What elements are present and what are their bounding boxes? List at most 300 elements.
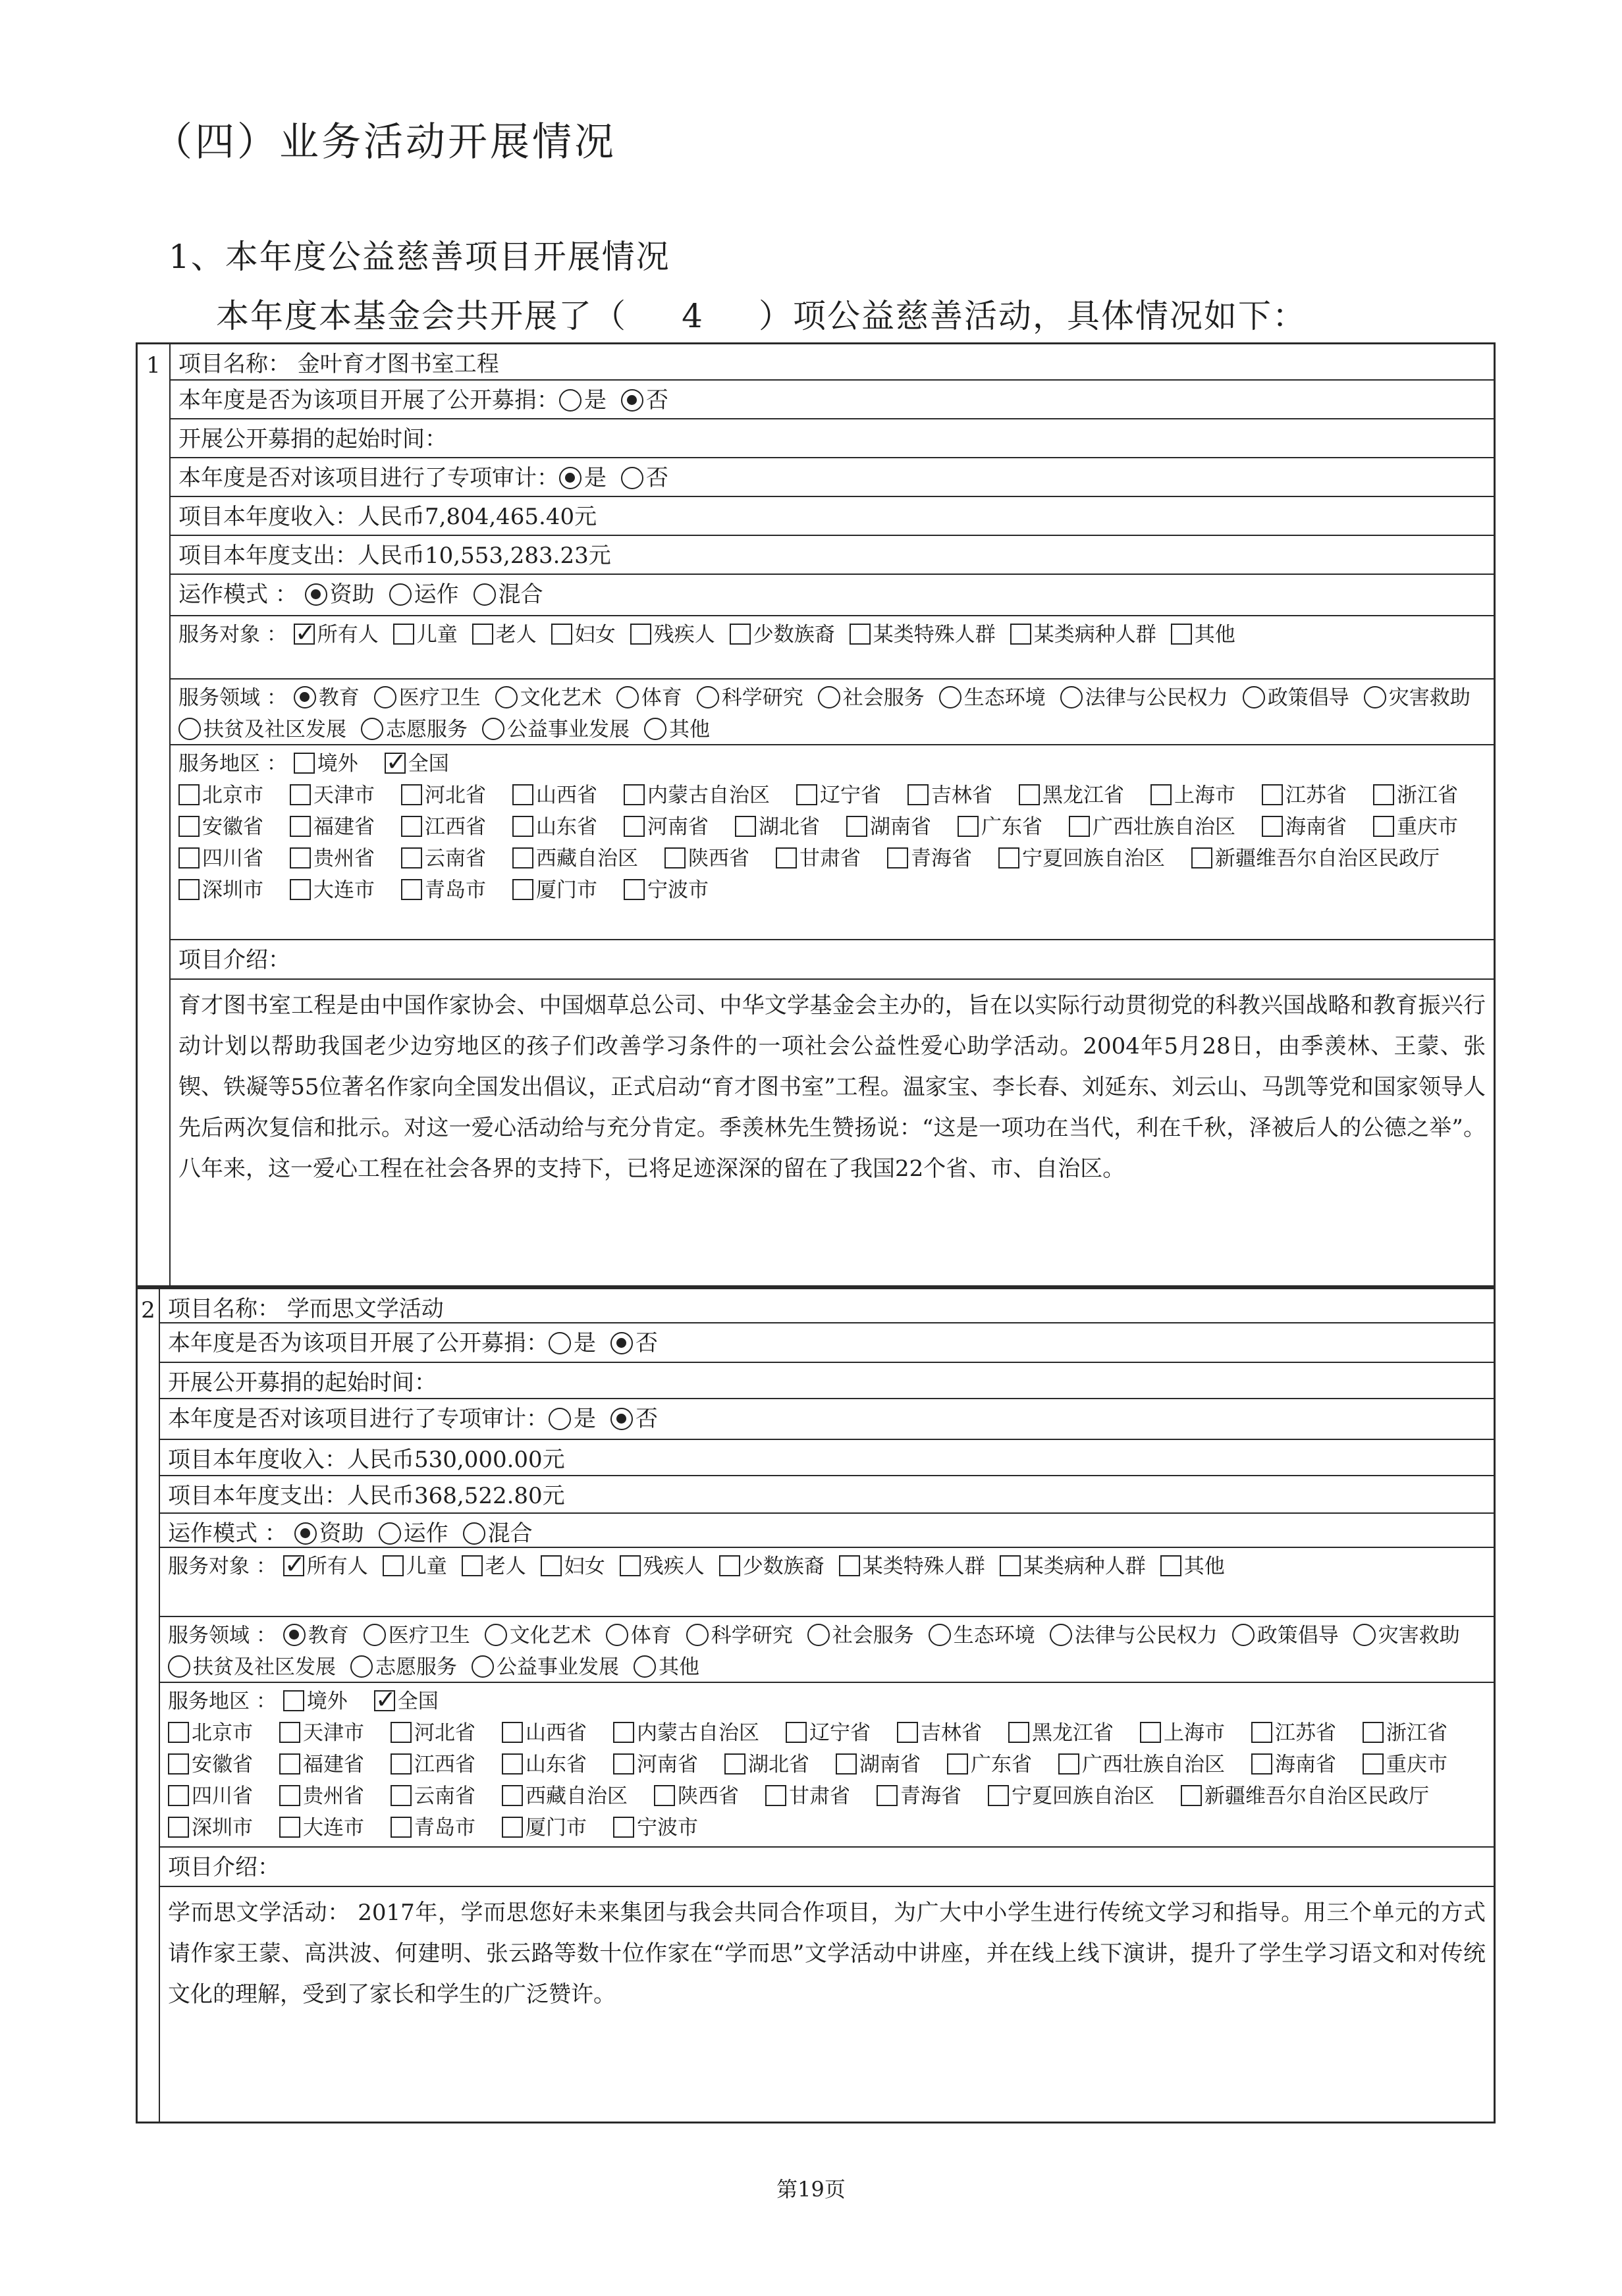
region-option[interactable] [897, 1717, 982, 1749]
radio-button[interactable] [168, 1655, 190, 1678]
mode-option[interactable] [305, 577, 375, 612]
checkbox[interactable] [279, 1753, 300, 1775]
field-option[interactable] [361, 714, 468, 745]
checkbox[interactable] [391, 1785, 412, 1806]
radio-button[interactable] [495, 686, 518, 708]
region-option[interactable] [502, 1780, 628, 1812]
option-label: 湖南省 [870, 815, 931, 839]
target-option[interactable] [850, 619, 996, 651]
option-label: 浙江省 [1397, 784, 1458, 807]
checkbox[interactable] [620, 1555, 641, 1576]
field-option[interactable] [697, 682, 803, 714]
radio-button[interactable] [178, 718, 201, 740]
checkbox[interactable] [907, 784, 929, 805]
radio-button[interactable] [616, 686, 639, 708]
region-option[interactable] [401, 811, 486, 843]
radio-button[interactable] [472, 1655, 494, 1678]
region-option[interactable] [391, 1749, 475, 1780]
region-option[interactable] [1019, 780, 1124, 811]
checkbox[interactable] [724, 1753, 745, 1775]
radio-button[interactable] [305, 583, 327, 606]
checkbox[interactable] [551, 624, 572, 645]
region-option[interactable] [613, 1749, 698, 1780]
target-option[interactable] [839, 1551, 985, 1582]
checkbox[interactable] [383, 1555, 404, 1576]
region-option[interactable] [624, 780, 770, 811]
region-option[interactable] [958, 811, 1042, 843]
checkbox[interactable] [1150, 784, 1172, 805]
field-option[interactable] [283, 1620, 349, 1651]
checkbox[interactable] [850, 624, 871, 645]
region-option[interactable] [279, 1717, 364, 1749]
target-option[interactable] [719, 1551, 825, 1582]
checkbox[interactable] [290, 847, 311, 868]
option-label: 四川省 [202, 847, 263, 870]
checkbox[interactable] [958, 816, 979, 837]
radio-button[interactable] [644, 718, 666, 740]
checkbox[interactable] [765, 1785, 786, 1806]
checkbox[interactable] [178, 879, 200, 900]
region-option[interactable] [796, 780, 881, 811]
fundraise-no-option[interactable] [610, 1326, 658, 1360]
field-option[interactable] [818, 682, 925, 714]
region-option[interactable] [168, 1717, 253, 1749]
region-option[interactable] [887, 843, 972, 874]
region-option[interactable] [735, 811, 820, 843]
checkbox[interactable] [796, 784, 817, 805]
field-option[interactable] [374, 682, 481, 714]
checkbox[interactable] [391, 1817, 412, 1838]
checkbox[interactable] [290, 784, 311, 805]
checkbox[interactable] [401, 784, 422, 805]
mode-option[interactable] [389, 577, 459, 612]
region-option[interactable] [391, 1780, 475, 1812]
audit-no-option[interactable] [621, 461, 668, 495]
region-option[interactable] [168, 1780, 253, 1812]
option-label: 海南省 [1275, 1753, 1336, 1776]
field-option[interactable] [929, 1620, 1035, 1651]
checkbox[interactable] [294, 753, 315, 774]
checkbox[interactable] [1058, 1753, 1079, 1775]
radio-button[interactable] [350, 1655, 373, 1678]
region-option[interactable] [290, 843, 375, 874]
radio-button[interactable] [606, 1624, 628, 1646]
checkbox[interactable] [283, 1555, 304, 1576]
option-label: 儿童 [416, 623, 458, 647]
area-row [160, 1683, 1494, 1848]
radio-button[interactable] [559, 467, 581, 489]
option-label: 云南省 [414, 1784, 475, 1808]
region-option[interactable] [846, 811, 931, 843]
checkbox[interactable] [374, 1690, 395, 1711]
radio-button[interactable] [482, 718, 504, 740]
checkbox[interactable] [654, 1785, 675, 1806]
radio-button[interactable] [697, 686, 719, 708]
option-label: 云南省 [425, 847, 486, 870]
field-option[interactable] [939, 682, 1046, 714]
checkbox[interactable] [624, 816, 645, 837]
field-option[interactable] [616, 682, 682, 714]
target-option[interactable] [541, 1551, 605, 1582]
checkbox[interactable] [168, 1753, 189, 1775]
mode-option[interactable] [463, 1516, 533, 1548]
checkbox[interactable] [1251, 1753, 1272, 1775]
checkbox[interactable] [1160, 1555, 1181, 1576]
field-option[interactable] [168, 1651, 336, 1683]
checkbox[interactable] [1010, 624, 1031, 645]
checkbox[interactable] [877, 1785, 898, 1806]
radio-button[interactable] [610, 1408, 633, 1430]
radio-button[interactable] [610, 1332, 633, 1354]
region-option[interactable] [1191, 843, 1440, 874]
checkbox[interactable] [1363, 1722, 1384, 1743]
fundraise-question: 本年度是否为该项目开展了公开募捐： [178, 387, 559, 414]
fundraise-no-option[interactable] [621, 383, 668, 417]
checkbox[interactable] [730, 624, 751, 645]
field-option[interactable] [1060, 682, 1228, 714]
checkbox[interactable] [283, 1690, 304, 1711]
checkbox[interactable] [1262, 784, 1283, 805]
field-option[interactable] [1050, 1620, 1218, 1651]
region-option[interactable] [1251, 1717, 1336, 1749]
checkbox[interactable] [613, 1753, 634, 1775]
checkbox[interactable] [786, 1722, 807, 1743]
option-label: 河南省 [647, 815, 709, 839]
field-option[interactable] [634, 1651, 699, 1683]
target-option[interactable] [1000, 1551, 1146, 1582]
region-option[interactable] [168, 1749, 253, 1780]
radio-button[interactable] [485, 1624, 507, 1646]
checkbox[interactable] [178, 784, 200, 805]
checkbox[interactable] [502, 1722, 523, 1743]
option-label: 儿童 [406, 1555, 447, 1578]
region-option[interactable] [988, 1780, 1154, 1812]
project-block [136, 1287, 1496, 2123]
mode-option[interactable] [379, 1516, 448, 1548]
region-option[interactable] [512, 811, 597, 843]
region-option[interactable] [168, 1812, 253, 1844]
fundraise-row [160, 1323, 1494, 1363]
region-option[interactable] [664, 843, 749, 874]
field-option[interactable] [485, 1620, 591, 1651]
region-option[interactable] [290, 811, 375, 843]
fundraise-yes-option[interactable] [549, 1326, 596, 1360]
region-option[interactable] [512, 843, 638, 874]
region-option[interactable] [279, 1780, 364, 1812]
region-option[interactable] [724, 1749, 809, 1780]
checkbox[interactable] [630, 624, 651, 645]
region-option[interactable] [1262, 811, 1347, 843]
checkbox[interactable] [998, 847, 1019, 868]
region-option[interactable] [765, 1780, 850, 1812]
checkbox[interactable] [385, 753, 406, 774]
option-label: 社会服务 [832, 1624, 914, 1647]
region-option[interactable] [613, 1812, 698, 1844]
option-label: 广东省 [981, 815, 1042, 839]
checkbox[interactable] [512, 784, 533, 805]
region-option[interactable] [786, 1717, 871, 1749]
option-label: 福建省 [303, 1753, 364, 1776]
area-option[interactable] [385, 748, 449, 780]
region-option[interactable] [502, 1717, 587, 1749]
checkbox[interactable] [1373, 816, 1394, 837]
option-label: 混合 [498, 581, 543, 608]
target-option[interactable] [1171, 619, 1235, 651]
radio-button[interactable] [294, 1522, 317, 1545]
checkbox[interactable] [719, 1555, 740, 1576]
checkbox[interactable] [401, 847, 422, 868]
option-label: 灾害救助 [1388, 686, 1471, 710]
field-option[interactable] [1364, 682, 1471, 714]
checkbox[interactable] [1181, 1785, 1202, 1806]
radio-button[interactable] [939, 686, 961, 708]
checkbox[interactable] [1262, 816, 1283, 837]
checkbox[interactable] [178, 847, 200, 868]
region-option[interactable] [776, 843, 861, 874]
field-option[interactable] [1243, 682, 1349, 714]
target-option[interactable] [472, 619, 537, 651]
checkbox[interactable] [1191, 847, 1212, 868]
checkbox[interactable] [502, 1753, 523, 1775]
checkbox[interactable] [502, 1785, 523, 1806]
radio-button[interactable] [1364, 686, 1386, 708]
radio-button[interactable] [361, 718, 383, 740]
region-option[interactable] [1363, 1749, 1447, 1780]
checkbox[interactable] [1373, 784, 1394, 805]
checkbox[interactable] [279, 1817, 300, 1838]
checkbox[interactable] [613, 1817, 634, 1838]
checkbox[interactable] [279, 1722, 300, 1743]
checkbox[interactable] [401, 879, 422, 900]
target-option[interactable] [383, 1551, 447, 1582]
target-option[interactable] [462, 1551, 526, 1582]
radio-button[interactable] [1050, 1624, 1072, 1646]
project-block [136, 342, 1496, 1287]
field-option[interactable] [495, 682, 602, 714]
region-option[interactable] [279, 1812, 364, 1844]
region-option[interactable] [1251, 1749, 1336, 1780]
target-option[interactable] [730, 619, 835, 651]
mode-option[interactable] [473, 577, 543, 612]
radio-button[interactable] [807, 1624, 830, 1646]
checkbox[interactable] [168, 1817, 189, 1838]
region-option[interactable] [1150, 780, 1235, 811]
target-label: 服务对象 ： [178, 623, 287, 647]
region-option[interactable] [512, 780, 597, 811]
checkbox[interactable] [541, 1555, 562, 1576]
field-option[interactable] [350, 1651, 457, 1683]
region-option[interactable] [1008, 1717, 1114, 1749]
checkbox[interactable] [393, 624, 414, 645]
radio-button[interactable] [549, 1408, 571, 1430]
region-option[interactable] [178, 874, 263, 906]
region-option[interactable] [624, 874, 709, 906]
region-option[interactable] [613, 1717, 759, 1749]
checkbox[interactable] [401, 816, 422, 837]
checkbox[interactable] [391, 1722, 412, 1743]
radio-button[interactable] [929, 1624, 951, 1646]
checkbox[interactable] [1000, 1555, 1021, 1576]
checkbox[interactable] [279, 1785, 300, 1806]
region-option[interactable] [624, 811, 709, 843]
checkbox[interactable] [887, 847, 908, 868]
checkbox[interactable] [294, 624, 315, 645]
target-option[interactable] [1160, 1551, 1225, 1582]
fundraise-yes-option[interactable] [559, 383, 607, 417]
checkbox[interactable] [1019, 784, 1040, 805]
checkbox[interactable] [1171, 624, 1192, 645]
checkbox[interactable] [1069, 816, 1090, 837]
target-option[interactable] [294, 619, 379, 651]
region-option[interactable] [907, 780, 992, 811]
region-option[interactable] [836, 1749, 921, 1780]
option-label: 文化艺术 [509, 1624, 591, 1647]
mode-option[interactable] [294, 1516, 364, 1548]
field-row [160, 1617, 1494, 1683]
target-option[interactable] [393, 619, 458, 651]
region-option[interactable] [1069, 811, 1235, 843]
target-option[interactable] [283, 1551, 368, 1582]
radio-button[interactable] [818, 686, 840, 708]
option-label: 湖北省 [748, 1753, 809, 1776]
field-option[interactable] [606, 1620, 672, 1651]
option-label: 陕西省 [678, 1784, 739, 1808]
fundraise-start-row [171, 419, 1494, 458]
target-option[interactable] [1010, 619, 1156, 651]
radio-button[interactable] [473, 583, 496, 606]
region-option[interactable] [178, 811, 263, 843]
checkbox[interactable] [168, 1722, 189, 1743]
area-option[interactable] [294, 748, 358, 780]
radio-button[interactable] [379, 1522, 401, 1545]
checkbox[interactable] [391, 1753, 412, 1775]
region-option[interactable] [1181, 1780, 1429, 1812]
field-option[interactable] [1353, 1620, 1460, 1651]
option-label: 法律与公民权力 [1085, 686, 1228, 710]
checkbox[interactable] [168, 1785, 189, 1806]
region-option[interactable] [1373, 811, 1458, 843]
field-option[interactable] [482, 714, 630, 745]
field-option[interactable] [1232, 1620, 1339, 1651]
field-option[interactable] [294, 682, 360, 714]
radio-button[interactable] [1353, 1624, 1376, 1646]
region-option[interactable] [401, 780, 486, 811]
field-option[interactable] [364, 1620, 470, 1651]
checkbox[interactable] [290, 879, 311, 900]
checkbox[interactable] [624, 879, 645, 900]
region-option[interactable] [279, 1749, 364, 1780]
checkbox[interactable] [776, 847, 797, 868]
checkbox[interactable] [846, 816, 867, 837]
region-option[interactable] [877, 1780, 961, 1812]
region-option[interactable] [401, 874, 486, 906]
radio-button[interactable] [1060, 686, 1083, 708]
checkbox[interactable] [624, 784, 645, 805]
checkbox[interactable] [502, 1817, 523, 1838]
radio-button[interactable] [374, 686, 396, 708]
field-option[interactable] [644, 714, 710, 745]
field-option[interactable] [178, 714, 346, 745]
area-option[interactable] [283, 1686, 348, 1717]
region-option[interactable] [391, 1812, 475, 1844]
checkbox[interactable] [512, 847, 533, 868]
region-option[interactable] [502, 1812, 587, 1844]
target-option[interactable] [630, 619, 715, 651]
checkbox[interactable] [947, 1753, 968, 1775]
region-option[interactable] [998, 843, 1165, 874]
target-option[interactable] [620, 1551, 705, 1582]
region-option[interactable] [178, 843, 263, 874]
checkbox[interactable] [988, 1785, 1009, 1806]
checkbox[interactable] [512, 879, 533, 900]
checkbox[interactable] [839, 1555, 860, 1576]
checkbox[interactable] [613, 1722, 634, 1743]
checkbox[interactable] [462, 1555, 483, 1576]
radio-button[interactable] [634, 1655, 656, 1678]
audit-no-option[interactable] [610, 1402, 658, 1436]
region-option[interactable] [290, 874, 375, 906]
checkbox[interactable] [290, 816, 311, 837]
radio-button[interactable] [1232, 1624, 1255, 1646]
region-option[interactable] [391, 1717, 475, 1749]
region-option[interactable] [401, 843, 486, 874]
region-option[interactable] [1140, 1717, 1225, 1749]
field-option[interactable] [807, 1620, 914, 1651]
radio-button[interactable] [549, 1332, 571, 1354]
radio-button[interactable] [621, 389, 643, 412]
field-option[interactable] [472, 1651, 619, 1683]
region-option[interactable] [947, 1749, 1032, 1780]
region-option[interactable] [1058, 1749, 1225, 1780]
audit-yes-option[interactable] [549, 1402, 596, 1436]
radio-button[interactable] [283, 1624, 306, 1646]
checkbox[interactable] [1140, 1722, 1161, 1743]
checkbox[interactable] [1008, 1722, 1029, 1743]
region-option[interactable] [512, 874, 597, 906]
checkbox[interactable] [836, 1753, 857, 1775]
region-option[interactable] [654, 1780, 739, 1812]
region-option[interactable] [178, 780, 263, 811]
region-option[interactable] [1262, 780, 1347, 811]
radio-button[interactable] [463, 1522, 485, 1545]
region-option[interactable] [1363, 1717, 1447, 1749]
checkbox[interactable] [178, 816, 200, 837]
region-option[interactable] [290, 780, 375, 811]
audit-yes-option[interactable] [559, 461, 607, 495]
checkbox[interactable] [472, 624, 493, 645]
region-option[interactable] [1373, 780, 1458, 811]
radio-button[interactable] [294, 686, 316, 708]
checkbox[interactable] [1363, 1753, 1384, 1775]
radio-button[interactable] [389, 583, 412, 606]
checkbox[interactable] [897, 1722, 918, 1743]
checkbox[interactable] [664, 847, 686, 868]
checkbox[interactable] [735, 816, 756, 837]
radio-button[interactable] [364, 1624, 386, 1646]
radio-button[interactable] [621, 467, 643, 489]
area-option[interactable] [374, 1686, 439, 1717]
checkbox[interactable] [512, 816, 533, 837]
radio-button[interactable] [559, 389, 581, 412]
region-option[interactable] [502, 1749, 587, 1780]
field-option[interactable] [686, 1620, 793, 1651]
intro-row [171, 980, 1494, 1197]
option-label: 江西省 [425, 815, 486, 839]
checkbox[interactable] [1251, 1722, 1272, 1743]
radio-button[interactable] [1243, 686, 1265, 708]
radio-button[interactable] [686, 1624, 709, 1646]
target-option[interactable] [551, 619, 616, 651]
